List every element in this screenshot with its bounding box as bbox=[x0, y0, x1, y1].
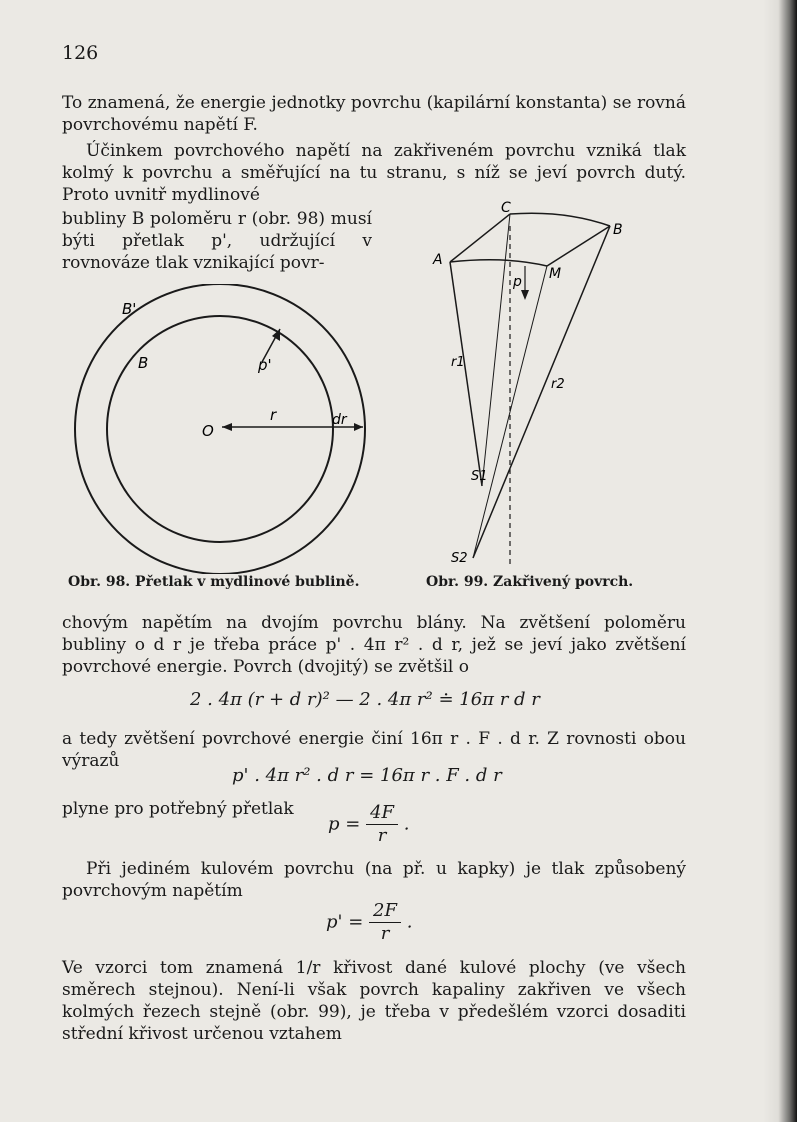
paragraph-3 bbox=[62, 208, 372, 274]
label-s1: S1 bbox=[471, 469, 488, 484]
label-p: p bbox=[513, 274, 522, 290]
figure-99-curved-surface bbox=[425, 196, 645, 570]
paragraph-7 bbox=[62, 858, 686, 902]
surface-edge-ac bbox=[450, 214, 510, 262]
label-pressure: p' bbox=[258, 356, 272, 374]
label-center: O bbox=[202, 422, 214, 440]
paragraph-5-text: a tedy zvětšení povrchové energie činí 16π r . F . d r. Z rovnosti obou výrazů bbox=[62, 729, 686, 771]
equation-3-denominator: r bbox=[377, 825, 387, 846]
paragraph-3-text: bubliny B poloměru r (obr. 98) musí býti přetlak p', udržující v rovnováze tlak vznikající povr- bbox=[62, 209, 372, 273]
label-outer-b: B' bbox=[122, 300, 137, 318]
radius-arrowhead bbox=[222, 423, 232, 431]
equation-4-numerator: 2F bbox=[369, 900, 401, 923]
label-m: M bbox=[549, 266, 562, 282]
inner-circle bbox=[107, 316, 333, 542]
label-c: C bbox=[501, 200, 511, 216]
equation-3-fraction bbox=[366, 802, 398, 847]
label-b: B bbox=[613, 222, 623, 238]
paragraph-8 bbox=[62, 957, 686, 1045]
surface-edge-am bbox=[450, 260, 547, 266]
page-number: 126 bbox=[62, 42, 99, 64]
pressure-arrowhead bbox=[521, 290, 529, 300]
ray-c-s1 bbox=[482, 214, 510, 486]
paragraph-1-text: To znamená, že energie jednotky povrchu (kapilární konstanta) se rovná povrchovému napětí F. bbox=[62, 93, 686, 135]
equation-3-tail: . bbox=[403, 813, 410, 835]
equation-3 bbox=[328, 802, 409, 847]
equation-4-fraction bbox=[369, 900, 401, 945]
label-r2: r2 bbox=[551, 377, 565, 392]
paragraph-2-text: Účinkem povrchového napětí na zakřiveném povrchu vzniká tlak kolmý k povrchu a směřující na tu stranu, s níž se jeví povrch dutý. Proto uvnitř mydlinové bbox=[62, 141, 686, 205]
surface-edge-mb bbox=[547, 226, 610, 266]
label-dr: dr bbox=[332, 412, 347, 428]
equation-4-denominator: r bbox=[380, 923, 390, 944]
equation-3-numerator: 4F bbox=[366, 802, 398, 825]
equation-1: 2 . 4π (r + d r)² — 2 . 4π r² ≐ 16π r d r bbox=[190, 689, 540, 710]
figure-98-bubble bbox=[70, 284, 370, 574]
ray-a-s1 bbox=[450, 262, 482, 486]
paragraph-4-text: chovým napětím na dvojím povrchu blány. Na zvětšení poloměru bubliny o d r je třeba práce p' . 4π r² . d r, jež se jeví jako zvětšení povrchové energie. Povrch (dvojitý) se zvětšil o bbox=[62, 613, 686, 677]
label-s2: S2 bbox=[451, 551, 468, 566]
equation-3-lhs: p = bbox=[328, 813, 361, 835]
paragraph-7-text: Při jediném kulovém povrchu (na př. u kapky) je tlak způsobený povrchovým napětím bbox=[62, 859, 686, 901]
paragraph-1 bbox=[62, 92, 686, 136]
figure-99-caption: Obr. 99. Zakřivený povrch. bbox=[426, 574, 634, 590]
paragraph-8-text: Ve vzorci tom znamená 1/r křivost dané kulové plochy (ve všech směrech stejnou). Není-li však povrch kapaliny zakřiven ve všech kolmých řezech stejně (obr. 99), je třeba v předešlém vzorci dosaditi střední křivost určenou vztahem bbox=[62, 958, 686, 1044]
equation-4-tail: . bbox=[406, 911, 413, 933]
outer-circle bbox=[75, 284, 365, 574]
equation-2: p' . 4π r² . d r = 16π r . F . d r bbox=[232, 765, 502, 786]
paragraph-6-text: plyne pro potřebný přetlak bbox=[62, 799, 294, 819]
equation-4-lhs: p' = bbox=[326, 911, 364, 933]
label-a: A bbox=[433, 252, 443, 268]
surface-edge-cb bbox=[510, 213, 610, 226]
page-edge-shadow bbox=[763, 0, 797, 1122]
paragraph-4 bbox=[62, 612, 686, 678]
label-radius: r bbox=[270, 406, 277, 424]
dr-arrowhead bbox=[354, 423, 363, 431]
figure-98-caption: Obr. 98. Přetlak v mydlinové bublině. bbox=[68, 574, 360, 590]
ray-b-s2 bbox=[473, 226, 610, 558]
equation-4 bbox=[326, 900, 412, 945]
label-r1: r1 bbox=[451, 355, 465, 370]
label-inner-b: B bbox=[138, 354, 149, 372]
